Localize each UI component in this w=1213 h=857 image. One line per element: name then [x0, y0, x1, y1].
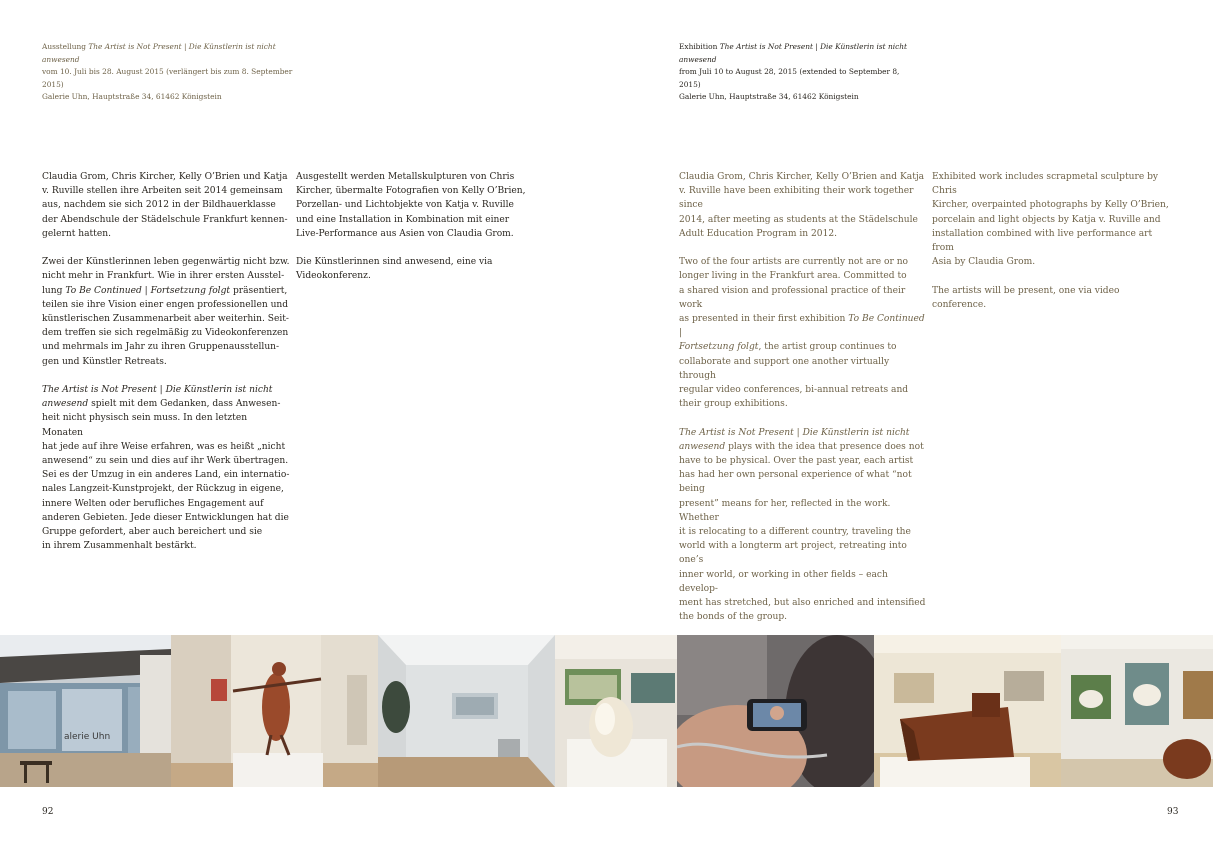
paragraph-en-2: Two of the four artists are currently not are or no longer living in the Frankfurt area. Committed to a shared vision and professional practice of their work as presented in their first exhibition To Be Continued | Fortsetzung folgt, the artist group continues to collaborate and support one another virtually through regular video conferences, bi-annual retreats and their group exhibitions. [679, 257, 925, 410]
german-text-column-2 [296, 170, 528, 298]
metal-sculpture-figure-photo [171, 635, 378, 787]
gallery-storefront-photo [0, 635, 171, 787]
paragraph-de-4: Ausgestellt werden Metallskulpturen von Chris Kircher, übermalte Fotografien von Kelly O’Brien, Porzellan- und Lichtobjekte von Katja v. Ruville und eine Installation in Kombination mit einer Live-Performance aus Asien von Claudia Grom. [296, 172, 526, 239]
exhibition-header-en [679, 41, 919, 104]
paragraph-en-5: The artists will be present, one via video conference. [932, 285, 1120, 310]
paragraph-de-2: Zwei der Künstlerinnen leben gegenwärtig nicht bzw. nicht mehr in Frankfurt. Wie in ihrer ersten Ausstel- lung To Be Continued | Fortsetzung folgt präsentiert, teilen sie ihre Vision einer engen professionellen und künstlerischen Zusammenarbeit aber weiterhin. Seit- dem treffen sie sich regelmäßig zu Videokonferenzen und mehrmals im Jahr zu ihren Gruppenausstellun- gen und Künstler Retreats. [42, 257, 290, 367]
german-text-column-1 [42, 170, 290, 568]
exhibition-title: The Artist is Not Present | Die Künstlerin ist nicht anwesend [679, 42, 907, 64]
gallery-sign-text: alerie Uhn [64, 732, 111, 742]
header-dates: from Juli 10 to August 28, 2015 (extended to September 8, 2015) [679, 67, 900, 89]
porcelain-vessel-photo [555, 635, 677, 787]
exhibition-title: The Artist is Not Present | Die Künstlerin ist nicht anwesend [42, 42, 276, 64]
paragraph-de-1: Claudia Grom, Chris Kircher, Kelly O’Brien und Katja v. Ruville stellen ihre Arbeiten seit 2014 gemeinsam aus, nachdem sie sich 2012 in der Bildhauerklasse der Abendschule der Städelschule Frankfurt kennen- gelernt hatten. [42, 172, 288, 239]
english-text-column-1 [679, 170, 927, 639]
rust-boat-sculpture-photo [874, 635, 1061, 787]
overpainted-sheep-photographs-photo [1061, 635, 1213, 787]
paragraph-en-1: Claudia Grom, Chris Kircher, Kelly O’Brien and Katja v. Ruville have been exhibiting their work together since 2014, after meeting as students at the Städelschule Adult Education Program in 2012. [679, 172, 925, 239]
video-call-phone-photo [677, 635, 874, 787]
header-dates: vom 10. Juli bis 28. August 2015 (verlängert bis zum 8. September 2015) [42, 67, 293, 89]
paragraph-en-4: Exhibited work includes scrapmetal sculpture by Chris Kircher, overpainted photographs by Kelly O’Brien, porcelain and light objects by Katja v. Ruville and installation combined with live performance art from Asia by Claudia Grom. [932, 172, 1169, 268]
header-line-1: Exhibition The Artist is Not Present | Die Künstlerin ist nicht anwesend [679, 42, 907, 64]
exhibition-header-de [42, 41, 302, 104]
paragraph-en-3: The Artist is Not Present | Die Künstlerin ist nicht anwesend plays with the idea that presence does not have to be physical. Over the past year, each artist has had her own personal experience of what “not being present” means for her, reflected in the work. Whether it is relocating to a different country, traveling the world with a longterm art project, retreating into one’s inner world, or working in other fields – each develop- ment has stretched, but also enriched and intensified the bonds of the group. [679, 427, 926, 623]
header-line-1: Ausstellung The Artist is Not Present | Die Künstlerin ist nicht anwesend [42, 42, 276, 64]
paragraph-de-5: Die Künstlerinnen sind anwesend, eine via Videokonferenz. [296, 257, 493, 282]
header-address: Galerie Uhn, Hauptstraße 34, 61462 Königstein [679, 92, 859, 101]
video-installation-room-photo [378, 635, 555, 787]
english-text-column-2 [932, 170, 1174, 326]
header-address: Galerie Uhn, Hauptstraße 34, 61462 Königstein [42, 92, 222, 101]
page-number-right: 93 [1167, 807, 1179, 817]
paragraph-de-3: The Artist is Not Present | Die Künstlerin ist nicht anwesend spielt mit dem Gedanken, dass Anwesen- heit nicht physisch sein muss. In den letzten Monaten hat jede auf ihre Weise erfahren, was es heißt „nicht anwesend“ zu sein und dies auf ihr Werk übertragen. Sei es der Umzug in ein anderes Land, ein internatio- nales Langzeit-Kunstprojekt, der Rückzug in eigene, innere Welten oder berufliches Engagement auf anderen Gebieten. Jede dieser Entwicklungen hat die Gruppe gefordert, aber auch bereichert und sie in ihrem Zusammenhalt bestärkt. [42, 385, 290, 552]
page-number-left: 92 [42, 807, 54, 817]
photo-strip [0, 635, 1213, 787]
